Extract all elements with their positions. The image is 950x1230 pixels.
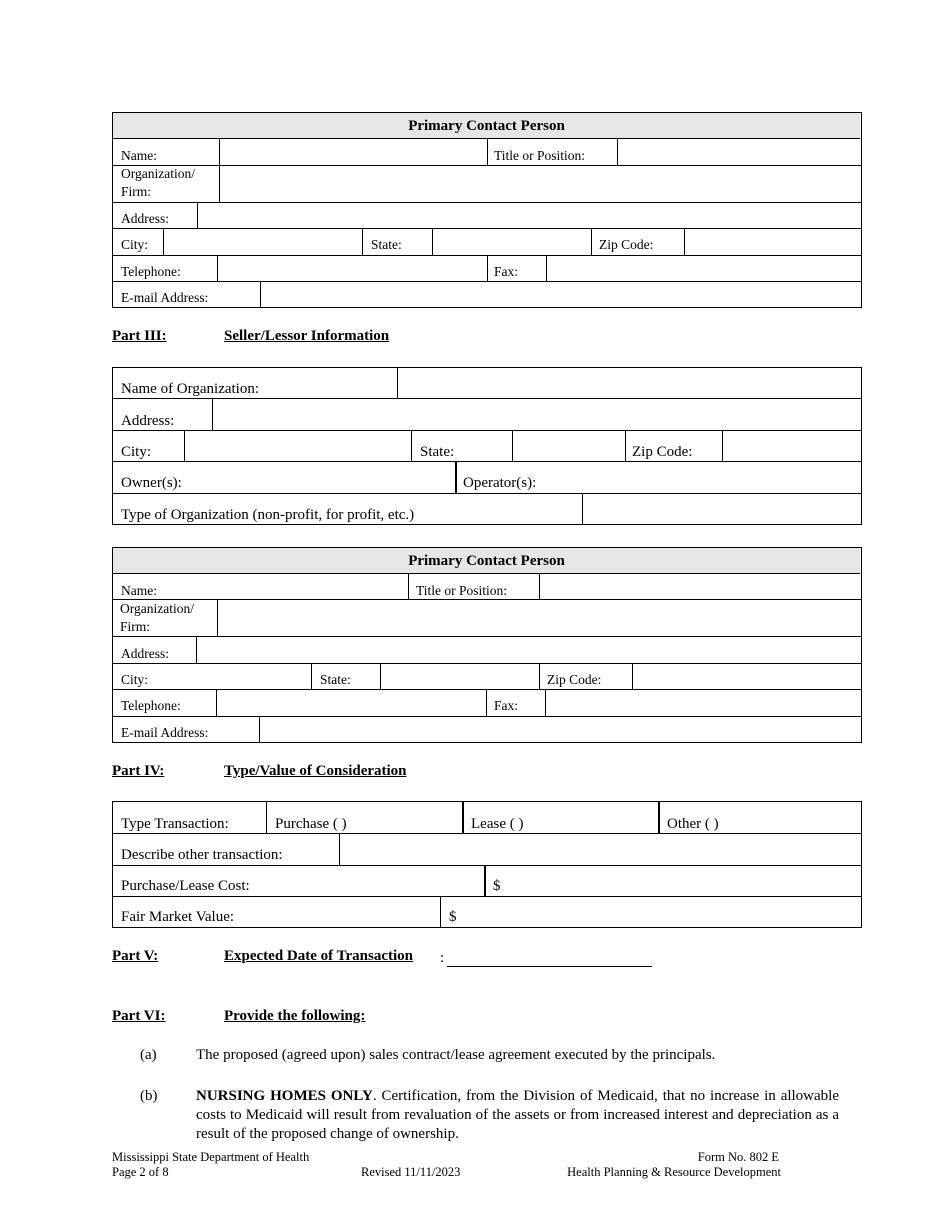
org-name-label: Name of Organization: bbox=[121, 381, 260, 397]
org-label-2-line2: Firm: bbox=[120, 619, 151, 634]
part-vi-title: Provide the following: bbox=[224, 1008, 366, 1024]
fax-label-2: Fax: bbox=[494, 698, 519, 713]
fair-market-value-label: Fair Market Value: bbox=[121, 909, 235, 925]
item-b-text bbox=[196, 1087, 839, 1144]
zip-label-2: Zip Code: bbox=[547, 672, 602, 687]
telephone-label: Telephone: bbox=[121, 264, 181, 279]
footer-org: Mississippi State Department of Health bbox=[112, 1150, 310, 1164]
footer-form-no: Form No. 802 E bbox=[697, 1150, 779, 1164]
footer-revised: Revised 11/11/2023 bbox=[361, 1165, 461, 1179]
part-iv-number: Part IV: bbox=[112, 763, 165, 779]
fmv-currency: $ bbox=[449, 909, 457, 925]
owners-label: Owner(s): bbox=[121, 475, 182, 491]
city-label-2: City: bbox=[121, 672, 149, 687]
nursing-homes-only: NURSING HOMES ONLY bbox=[196, 1088, 373, 1104]
title-label-2: Title or Position: bbox=[416, 583, 508, 598]
item-b-marker: (b) bbox=[140, 1088, 158, 1104]
primary-contact-header-2: Primary Contact Person bbox=[113, 548, 860, 574]
email-label: E-mail Address: bbox=[121, 290, 209, 305]
cost-currency: $ bbox=[493, 878, 501, 894]
purchase-lease-cost-label: Purchase/Lease Cost: bbox=[121, 878, 250, 894]
part-v-number: Part V: bbox=[112, 948, 159, 964]
fax-label: Fax: bbox=[494, 264, 519, 279]
address-label: Address: bbox=[121, 211, 169, 226]
primary-contact-header: Primary Contact Person bbox=[113, 113, 860, 139]
state-label-2: State: bbox=[320, 672, 351, 687]
email-label-2: E-mail Address: bbox=[121, 725, 209, 740]
part-v-colon: : bbox=[440, 950, 445, 966]
state-label: State: bbox=[371, 237, 402, 252]
city-label: City: bbox=[121, 237, 149, 252]
footer-division: Health Planning & Resource Development bbox=[567, 1165, 781, 1179]
org-label-line1: Organization/ bbox=[121, 166, 195, 181]
seller-zip-label: Zip Code: bbox=[632, 444, 693, 460]
part-iv-title: Type/Value of Consideration bbox=[224, 763, 407, 779]
describe-other-label: Describe other transaction: bbox=[121, 847, 283, 863]
part-vi-number: Part VI: bbox=[112, 1008, 166, 1024]
part-iii-number: Part III: bbox=[112, 328, 167, 344]
telephone-label-2: Telephone: bbox=[121, 698, 181, 713]
item-a-marker: (a) bbox=[140, 1047, 157, 1063]
type-transaction-label: Type Transaction: bbox=[121, 816, 229, 832]
primary-contact-table-2 bbox=[112, 547, 862, 743]
name-label: Name: bbox=[121, 148, 157, 163]
operators-label: Operator(s): bbox=[463, 475, 537, 491]
footer-page: Page 2 of 8 bbox=[112, 1165, 169, 1179]
item-a-text: The proposed (agreed upon) sales contract/lease agreement executed by the principals. bbox=[196, 1047, 716, 1063]
address-label-2: Address: bbox=[121, 646, 169, 661]
purchase-option[interactable]: Purchase ( ) bbox=[275, 816, 347, 832]
org-label-line2: Firm: bbox=[121, 184, 152, 199]
seller-state-label: State: bbox=[420, 444, 455, 460]
seller-city-label: City: bbox=[121, 444, 152, 460]
org-label-2-line1: Organization/ bbox=[120, 601, 194, 616]
part-iii-title: Seller/Lessor Information bbox=[224, 328, 390, 344]
expected-date-line[interactable] bbox=[447, 966, 652, 967]
other-option[interactable]: Other ( ) bbox=[667, 816, 719, 832]
seller-address-label: Address: bbox=[121, 413, 175, 429]
lease-option[interactable]: Lease ( ) bbox=[471, 816, 524, 832]
part-v-title: Expected Date of Transaction bbox=[224, 948, 414, 964]
zip-label: Zip Code: bbox=[599, 237, 654, 252]
item-b-body: . Certification, from the Division of Medicaid, that no increase in allowable costs to Medicaid will result from revaluation of the assets or from increased interest and depreciation as a result of the proposed change of ownership. bbox=[196, 1088, 840, 1142]
name-label-2: Name: bbox=[121, 583, 157, 598]
title-label: Title or Position: bbox=[494, 148, 586, 163]
org-type-label: Type of Organization (non-profit, for profit, etc.) bbox=[121, 507, 415, 523]
